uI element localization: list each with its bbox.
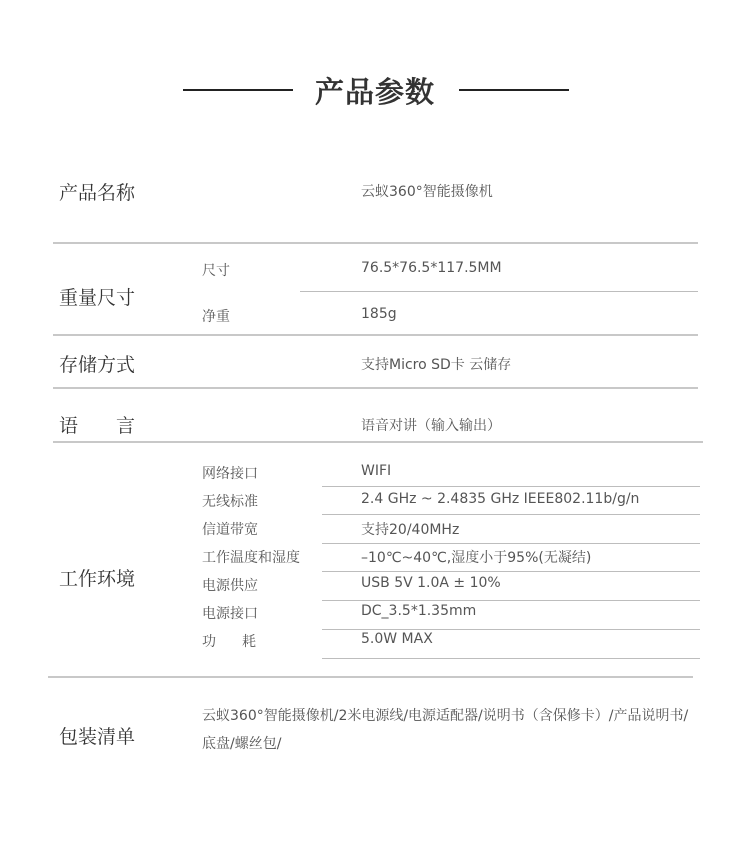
temperature-humidity-value: –10℃~40℃,湿度小于95%(无凝结) xyxy=(361,550,592,566)
power-interface-label: 电源接口 xyxy=(202,606,258,622)
net-weight-label: 净重 xyxy=(202,309,230,325)
storage-value: 支持Micro SD卡 云储存 xyxy=(361,357,512,373)
wireless-standard-value: 2.4 GHz ~ 2.4835 GHz IEEE802.11b/g/n xyxy=(361,491,640,507)
title-divider-right xyxy=(459,89,569,91)
page-title: 产品参数 xyxy=(314,75,435,109)
channel-bandwidth-value: 支持20/40MHz xyxy=(361,522,460,538)
storage-label: 存储方式 xyxy=(59,354,136,376)
language-label: 语 言 xyxy=(59,415,136,437)
network-interface-value: WIFI xyxy=(361,463,392,479)
row-divider xyxy=(53,441,703,443)
network-interface-label: 网络接口 xyxy=(202,466,258,482)
sub-row-divider xyxy=(322,486,700,487)
sub-row-divider xyxy=(322,658,700,659)
package-label: 包装清单 xyxy=(59,726,136,748)
environment-label: 工作环境 xyxy=(59,568,136,590)
sub-row-divider xyxy=(322,571,700,572)
row-divider xyxy=(53,387,698,389)
product-name-value: 云蚁360°智能摄像机 xyxy=(361,184,493,200)
size-label: 尺寸 xyxy=(202,263,230,279)
package-line-1: 云蚁360°智能摄像机/2米电源线/电源适配器/说明书（含保修卡）/产品说明书/ xyxy=(202,708,689,724)
power-supply-label: 电源供应 xyxy=(202,578,258,594)
channel-bandwidth-label: 信道带宽 xyxy=(202,522,258,538)
package-contents xyxy=(202,702,702,758)
power-supply-value: USB 5V 1.0A ± 10% xyxy=(361,575,501,591)
sub-row-divider xyxy=(322,543,700,544)
package-line-2: 底盘/螺丝包/ xyxy=(202,736,282,752)
row-divider xyxy=(48,676,693,678)
power-interface-value: DC_3.5*1.35mm xyxy=(361,603,477,619)
row-divider xyxy=(53,334,698,336)
wireless-standard-label: 无线标准 xyxy=(202,494,258,510)
net-weight-value: 185g xyxy=(361,306,397,322)
sub-row-divider xyxy=(322,629,700,630)
temperature-humidity-label: 工作温度和湿度 xyxy=(202,550,300,566)
power-consumption-label: 功 耗 xyxy=(202,634,256,650)
sub-row-divider xyxy=(322,514,700,515)
row-divider xyxy=(53,242,698,244)
weight-size-label: 重量尺寸 xyxy=(59,287,136,309)
product-name-label: 产品名称 xyxy=(59,182,136,204)
sub-row-divider xyxy=(322,600,700,601)
power-consumption-value: 5.0W MAX xyxy=(361,631,433,647)
size-value: 76.5*76.5*117.5MM xyxy=(361,260,502,276)
language-value: 语音对讲（输入输出） xyxy=(361,418,501,434)
sub-row-divider xyxy=(300,291,698,292)
